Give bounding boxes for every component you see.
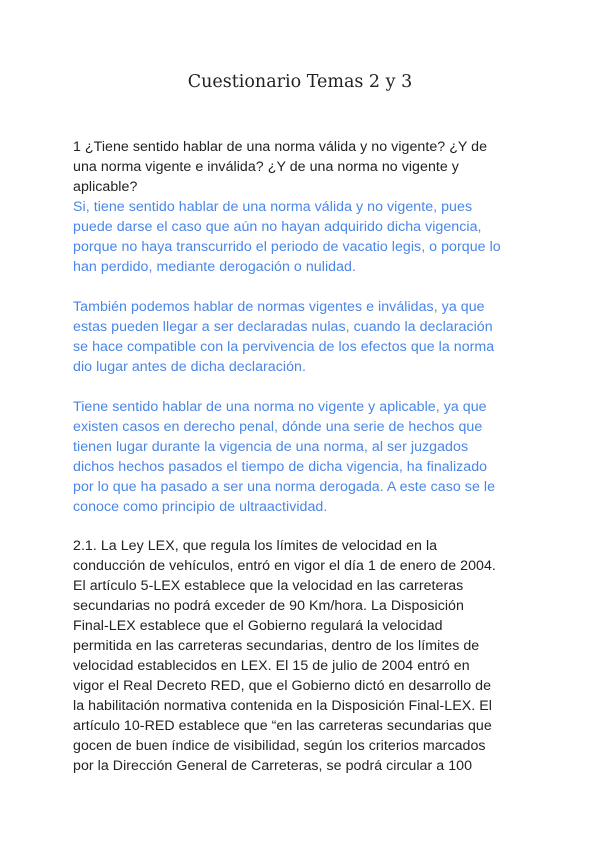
question-1 (73, 137, 533, 197)
question-2-line: El artículo 5-LEX establece que la velocidad en las carreteras (73, 578, 464, 594)
answer-line: se hace compatible con la pervivencia de los efectos que la norma (73, 339, 495, 355)
answer-line: Tiene sentido hablar de una norma no vigente y aplicable, ya que (73, 399, 487, 415)
answer-line: estas pueden llegar a ser declaradas nulas, cuando la declaración (73, 319, 493, 335)
answer-1-paragraph-2 (73, 297, 533, 377)
answer-1-paragraph-3 (73, 397, 533, 517)
question-2-line: velocidad establecidos en LEX. El 15 de julio de 2004 entró en (73, 658, 470, 674)
answer-line: existen casos en derecho penal, dónde una serie de hechos que (73, 419, 483, 435)
answer-line: han perdido, mediante derogación o nulidad. (73, 259, 356, 275)
question-2-line: artículo 10-RED establece que “en las carreteras secundarias que (73, 718, 492, 734)
question-1-line: 1 ¿Tiene sentido hablar de una norma válida y no vigente? ¿Y de (73, 139, 488, 155)
answer-line: dichos hechos pasados el tiempo de dicha vigencia, ha finalizado (73, 459, 488, 475)
question-1-line: aplicable? (73, 179, 138, 195)
question-2-line: vigor el Real Decreto RED, que el Gobierno dictó en desarrollo de (73, 678, 492, 694)
question-2-line: por la Dirección General de Carreteras, se podrá circular a 100 (73, 758, 473, 774)
question-2-line: 2.1. La Ley LEX, que regula los límites de velocidad en la (73, 538, 438, 554)
answer-line: dio lugar antes de dicha declaración. (73, 359, 306, 375)
answer-line: puede darse el caso que aún no hayan adquirido dicha vigencia, (73, 219, 482, 235)
question-1-line: una norma vigente e inválida? ¿Y de una norma no vigente y (73, 159, 459, 175)
answer-line: También podemos hablar de normas vigentes e inválidas, ya que (73, 299, 485, 315)
question-2-line: conducción de vehículos, entró en vigor el día 1 de enero de 2004. (73, 558, 496, 574)
document-title: Cuestionario Temas 2 y 3 (187, 72, 413, 92)
question-2-line: Final-LEX establece que el Gobierno regulará la velocidad (73, 618, 443, 634)
answer-line: tienen lugar durante la vigencia de una norma, al ser juzgados (73, 439, 469, 455)
question-2-1 (73, 536, 533, 776)
answer-line: porque no haya transcurrido el periodo de vacatio legis, o porque lo (73, 239, 501, 255)
question-2-line: secundarias no podrá exceder de 90 Km/hora. La Disposición (73, 598, 464, 614)
answer-line: Si, tiene sentido hablar de una norma válida y no vigente, pues (73, 199, 473, 215)
question-2-line: la habilitación normativa contenida en la Disposición Final-LEX. El (73, 698, 492, 714)
question-2-line: gocen de buen índice de visibilidad, según los criterios marcados (73, 738, 486, 754)
question-2-line: permitida en las carreteras secundarias, dentro de los límites de (73, 638, 480, 654)
answer-1-paragraph-1 (73, 197, 533, 277)
answer-line: por lo que ha pasado a ser una norma derogada. A este caso se le (73, 479, 496, 495)
answer-line: conoce como principio de ultraactividad. (73, 499, 328, 515)
